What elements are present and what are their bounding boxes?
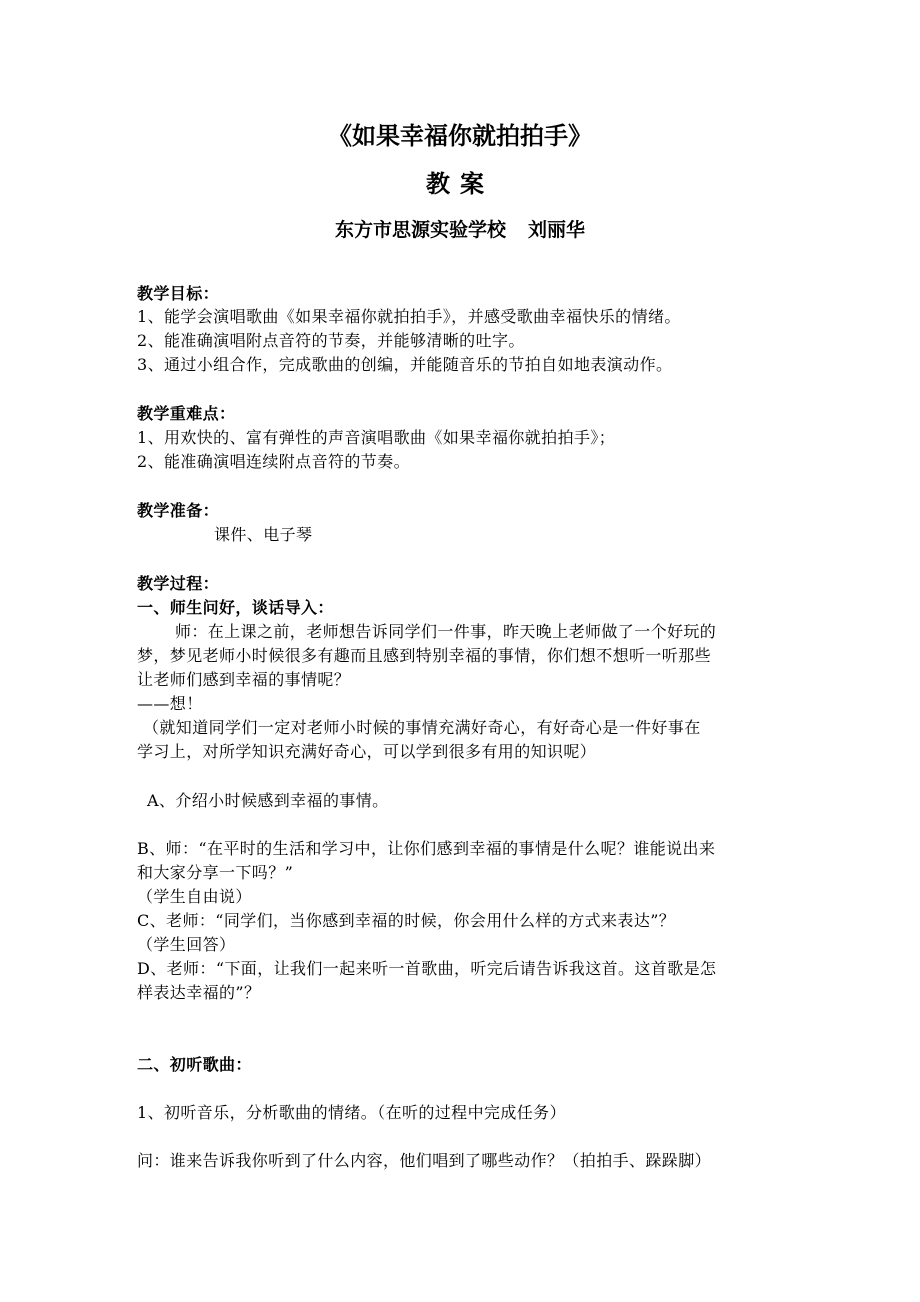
goal-item-2: 2、能准确演唱附点音符的节奏，并能够清晰的吐字。 xyxy=(137,331,525,350)
author-name: 刘丽华 xyxy=(528,219,586,241)
process-step-1-heading: 一、师生问好，谈话导入： xyxy=(137,598,334,617)
preparation-content: 课件、电子琴 xyxy=(214,525,313,544)
section-heading-preparation: 教学准备： xyxy=(137,501,220,520)
paragraph-line: D、老师：“下面，让我们一起来听一首歌曲，听完后请告诉我这首。这首歌是怎 xyxy=(137,959,717,978)
paragraph-line: 学习上，对所学知识充满好奇心，可以学到很多有用的知识呢） xyxy=(137,742,597,761)
paragraph-line: （就知道同学们一定对老师小时候的事情充满好奇心，有好奇心是一件好事在 xyxy=(143,718,701,737)
key-point-item-1: 1、用欢快的、富有弹性的声音演唱歌曲《如果幸福你就拍拍手》； xyxy=(137,428,616,447)
list-item-a: A、介绍小时候感到幸福的事情。 xyxy=(147,791,389,810)
key-point-item-2: 2、能准确演唱连续附点音符的节奏。 xyxy=(137,452,410,471)
paragraph-line: C、老师：“同学们，当你感到幸福的时候，你会用什么样的方式来表达”？ xyxy=(137,911,676,930)
paragraph-line: 样表达幸福的”？ xyxy=(137,983,261,1002)
document-subtitle: 教案 xyxy=(426,169,494,198)
paragraph-line: 让老师们感到幸福的事情呢？ xyxy=(137,670,351,689)
paragraph-line: （学生自由说） xyxy=(137,887,252,906)
process-step-2-heading: 二、初听歌曲： xyxy=(137,1055,252,1074)
document-title: 《如果幸福你就拍拍手》 xyxy=(328,121,592,150)
goal-item-1: 1、能学会演唱歌曲《如果幸福你就拍拍手》，并感受歌曲幸福快乐的情绪。 xyxy=(137,307,681,326)
paragraph-line: 1、初听音乐，分析歌曲的情绪。（在听的过程中完成任务） xyxy=(137,1103,566,1122)
section-heading-goals: 教学目标： xyxy=(137,284,220,303)
paragraph-line: B、师：“在平时的生活和学习中，让你们感到幸福的事情是什么呢？谁能说出来 xyxy=(137,839,716,858)
paragraph-line: 问：谁来告诉我你听到了什么内容，他们唱到了哪些动作？（拍拍手、跺跺脚） xyxy=(137,1151,712,1170)
section-heading-process: 教学过程： xyxy=(137,574,220,593)
goal-item-3: 3、通过小组合作，完成歌曲的创编，并能随音乐的节拍自如地表演动作。 xyxy=(137,355,673,374)
school-name: 东方市思源实验学校 xyxy=(334,219,506,241)
student-response: ——想！ xyxy=(137,694,203,713)
paragraph-line: 和大家分享一下吗？” xyxy=(137,863,294,882)
section-heading-key-points: 教学重难点： xyxy=(137,404,236,423)
paragraph-line: 师：在上课之前，老师想告诉同学们一件事，昨天晚上老师做了一个好玩的 xyxy=(175,622,717,641)
author-line xyxy=(0,216,920,244)
paragraph-line: 梦，梦见老师小时候很多有趣而且感到特别幸福的事情，你们想不想听一听那些 xyxy=(137,646,712,665)
paragraph-line: （学生回答） xyxy=(137,935,236,954)
